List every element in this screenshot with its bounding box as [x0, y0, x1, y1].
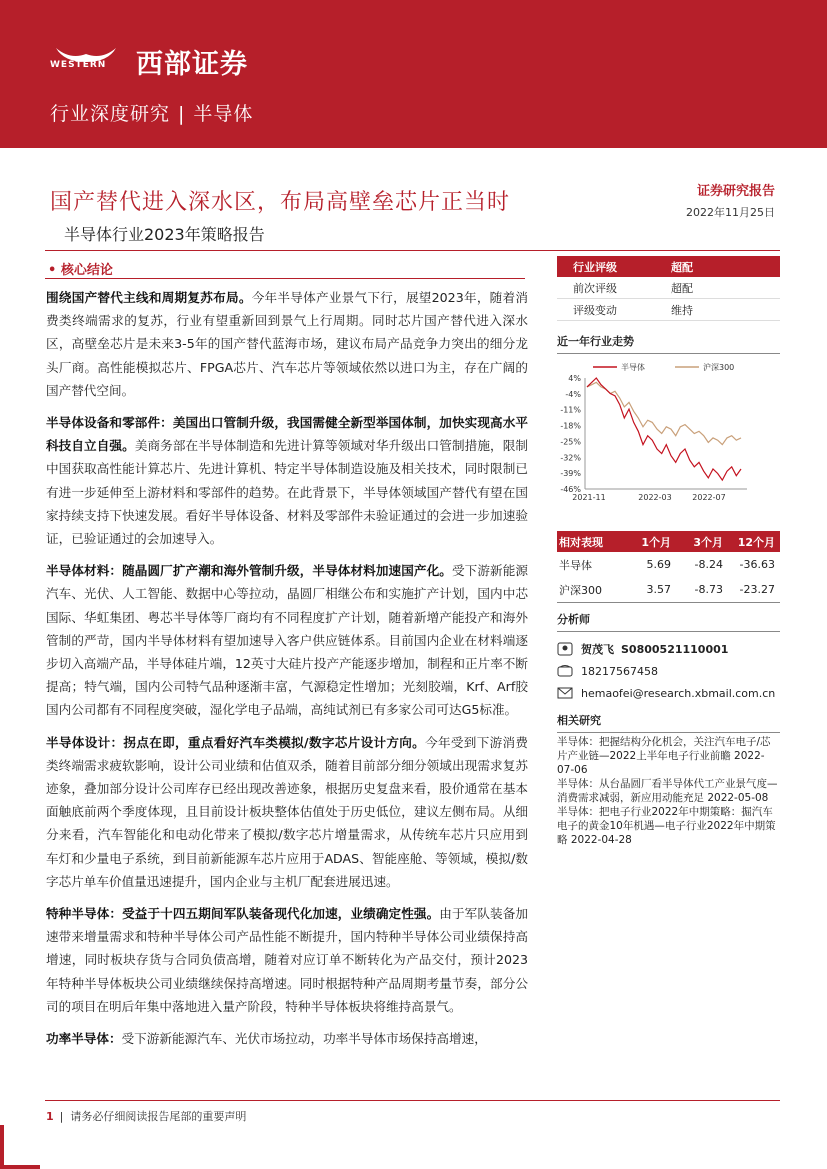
rating-label: 前次评级 — [573, 281, 617, 295]
y-tick-label: -11% — [560, 405, 581, 415]
perf-header-cell: 12个月 — [737, 535, 775, 549]
analyst-phone: 18217567458 — [581, 664, 658, 678]
phone-icon — [557, 664, 573, 678]
paragraph-text: 今年半导体产业景气下行，展望2023年，随着消费类终端需求的复苏，行业有望重新回到景气上行周期。同时芯片国产替代进入深水区，高壁垒芯片是未来3-5年的国产替代蓝海市场，建议布局产品竞争力突出的细分龙头厂商。高性能模拟芯片、FPGA芯片、汽车芯片等领域依然以进口为主，存在广阔的国产替代空间。 — [46, 290, 528, 398]
trend-chart — [557, 354, 780, 504]
analyst-email[interactable]: hemaofei@research.xbmail.com.cn — [581, 686, 776, 700]
x-tick-label: 2022-07 — [692, 493, 726, 502]
rating-value: 超配 — [671, 260, 693, 274]
report-subtitle: 半导体行业2023年策略报告 — [64, 225, 265, 244]
report-title: 国产替代进入深水区，布局高壁垒芯片正当时 — [50, 190, 511, 215]
paragraph-text: 受下游新能源汽车、光伏市场拉动，功率半导体市场保持高增速， — [121, 1031, 487, 1047]
title-divider — [45, 250, 780, 251]
rating-header-row — [557, 256, 780, 277]
y-tick-label: -18% — [560, 421, 581, 431]
y-tick-label: 4% — [568, 374, 581, 383]
header-banner — [0, 0, 827, 148]
paragraph — [46, 902, 528, 1018]
related-item[interactable]: 半导体：把握结构分化机会，关注汽车电子/芯片产业链—2022上半年电子行业前瞻 2022-07-06 — [557, 736, 771, 776]
paragraph-lead: 半导体设计：拐点在即，重点看好汽车类模拟/数字芯片设计方向。 — [46, 734, 426, 750]
perf-cell: -8.24 — [694, 558, 723, 571]
perf-cell: 沪深300 — [559, 583, 602, 597]
sidebar — [557, 256, 780, 847]
analyst-title: 分析师 — [557, 611, 780, 632]
y-tick-label: -46% — [560, 485, 581, 494]
analyst-name: 贺茂飞 — [581, 643, 614, 656]
related-title: 相关研究 — [557, 712, 780, 733]
paragraph-text: 由于军队装备加速带来增量需求和特种半导体公司产品性能不断提升，国内特种半导体公司业绩保持高增速，同时板块存货与合同负债高增，随着对应订单不断转化为产品交付，预计2023年特种半导体板块公司业绩继续保持高增速。同时根据特种产品周期考量节奏，部分公司的项目在明后年集中落地进入量产阶段，特种半导体板块将维持高景气。 — [46, 906, 529, 1014]
analyst-cert: S0800521110001 — [621, 642, 729, 656]
performance-row — [557, 577, 780, 603]
report-category — [50, 99, 253, 126]
paragraph-lead: 半导体设备和零部件：美国出口管制升级，我国需健全新型举国体制，加快实现高水平科技自立自强。 — [46, 415, 528, 454]
perf-header-cell: 1个月 — [641, 535, 671, 549]
paragraph — [46, 731, 528, 893]
paragraph-text: 受下游新能源汽车、光伏、人工智能、数据中心等拉动，晶圆厂相继公布和实施扩产计划，国内中芯国际、华虹集团、粤芯半导体等厂商均有不同程度扩产计划，随着新增产能投产和海外管制的严苛，国内半导体材料有望加速导入客户供应链体系。目前国内企业在材料端逐步切入高端产品，半导体硅片端，12英寸大硅片投产产能逐步增加，制程和正片率不断提高；特气端，国内公司特气品种逐渐丰富，气源稳定性增加；光刻胶端，Krf、Arf胶国内公司都有不同程度突破，湿化学电子品端，高纯试剂已有多家公司可达G5标准。 — [46, 563, 529, 718]
perf-header-cell: 3个月 — [693, 535, 723, 549]
logo-english: WESTERN — [50, 60, 107, 70]
category-separator: | — [178, 103, 186, 125]
series-hs300-line — [587, 382, 741, 444]
rating-value: 维持 — [671, 303, 693, 317]
rating-label: 行业评级 — [573, 260, 617, 274]
perf-header-cell: 相对表现 — [559, 535, 603, 549]
rating-value: 超配 — [671, 281, 693, 295]
rating-row — [557, 277, 780, 299]
perf-cell: 5.69 — [646, 558, 671, 571]
y-tick-label: -39% — [560, 469, 581, 479]
report-date: 2022年11月25日 — [686, 206, 775, 219]
rating-row — [557, 299, 780, 321]
paragraph — [46, 559, 528, 721]
analyst-phone-row — [557, 660, 780, 682]
perf-cell: -8.73 — [694, 583, 723, 596]
section-divider — [45, 278, 525, 279]
related-list — [557, 735, 780, 847]
main-body — [46, 286, 528, 1059]
analyst-name-row — [557, 638, 780, 660]
perf-cell: 3.57 — [646, 583, 671, 596]
logo-chinese: 西部证券 — [136, 49, 248, 80]
trend-title: 近一年行业走势 — [557, 333, 780, 354]
paragraph-text: 今年受到下游消费类终端需求疲软影响，设计公司业绩和估值双杀，随着目前部分细分领域出现需求复苏迹象，叠加部分设计公司库存已经出现改善迹象，根据历史复盘来看，股价通常在基本面触底前两个季度体现，且目前设计板块整体估值处于历史低位，建议左侧布局。从细分来看，汽车智能化和电动化带来了模拟/数字芯片增量需求，从传统车芯片只应用到车灯和少量电子系统，到目前新能源车芯片应用于ADAS、智能座舱、等领域，模拟/数字芯片单车价值量迅速提升，国内企业与主机厂配套进展迅速。 — [46, 734, 529, 889]
perf-cell: 半导体 — [559, 558, 592, 572]
paragraph — [46, 1027, 528, 1050]
perf-cell: -23.27 — [739, 583, 775, 596]
footer-separator: | — [59, 1110, 64, 1123]
y-tick-label: -32% — [560, 453, 581, 463]
performance-header — [557, 531, 780, 552]
paragraph-lead: 半导体材料：随晶圆厂扩产潮和海外管制升级，半导体材料加速国产化。 — [46, 563, 452, 579]
paragraph — [46, 286, 528, 402]
person-card-icon — [557, 642, 573, 656]
email-icon — [557, 686, 573, 700]
y-tick-label: -4% — [565, 389, 581, 399]
disclaimer-note: 请务必仔细阅读报告尾部的重要声明 — [70, 1110, 247, 1123]
rating-label: 评级变动 — [573, 303, 617, 317]
related-item[interactable]: 半导体：从台晶圆厂看半导体代工产业景气度—消费需求减弱，新应用动能充足 2022-05-08 — [557, 778, 778, 804]
sector-label: 半导体 — [193, 103, 254, 125]
paragraph-text: 美商务部在半导体制造和先进计算等领域对华升级出口管制措施，限制中国获取高性能计算芯片、先进计算机、特定半导体制造设施及相关技术，同时限制已有进一步延伸至上游材料和零部件的趋势。在此背景下，半导体领域国产替代有望在国家持续支持下快速发展。看好半导体设备、材料及零部件未验证通过的会进一步加速验证，已验证通过的会加速导入。 — [46, 438, 529, 547]
paragraph-lead: 特种半导体：受益于十四五期间军队装备现代化加速，业绩确定性强。 — [46, 906, 440, 922]
paragraph — [46, 411, 528, 550]
category-label: 行业深度研究 — [50, 103, 171, 125]
corner-decoration — [0, 1125, 4, 1169]
perf-cell: -36.63 — [739, 558, 775, 571]
analyst-email-row — [557, 682, 780, 704]
legend-hs300: 沪深300 — [703, 363, 735, 372]
performance-row — [557, 552, 780, 577]
series-semi-line — [587, 378, 741, 480]
y-tick-label: -25% — [560, 437, 581, 447]
paragraph-lead: 围绕国产替代主线和周期复苏布局。 — [46, 290, 252, 305]
footer-divider — [45, 1100, 780, 1101]
page-number: 1 — [46, 1110, 54, 1123]
x-tick-label: 2021-11 — [572, 493, 606, 502]
x-tick-label: 2022-03 — [638, 493, 672, 502]
corner-decoration — [0, 1165, 40, 1169]
paragraph-lead: 功率半导体： — [46, 1031, 122, 1047]
footer — [46, 1108, 246, 1124]
related-item[interactable]: 半导体：把电子行业2022年中期策略：掘汽车电子的黄金10年机遇—电子行业2022年中期策略 2022-04-28 — [557, 806, 776, 846]
core-conclusion-label: • 核心结论 — [48, 263, 113, 278]
report-type: 证券研究报告 — [696, 184, 775, 199]
legend-semi: 半导体 — [621, 363, 645, 372]
